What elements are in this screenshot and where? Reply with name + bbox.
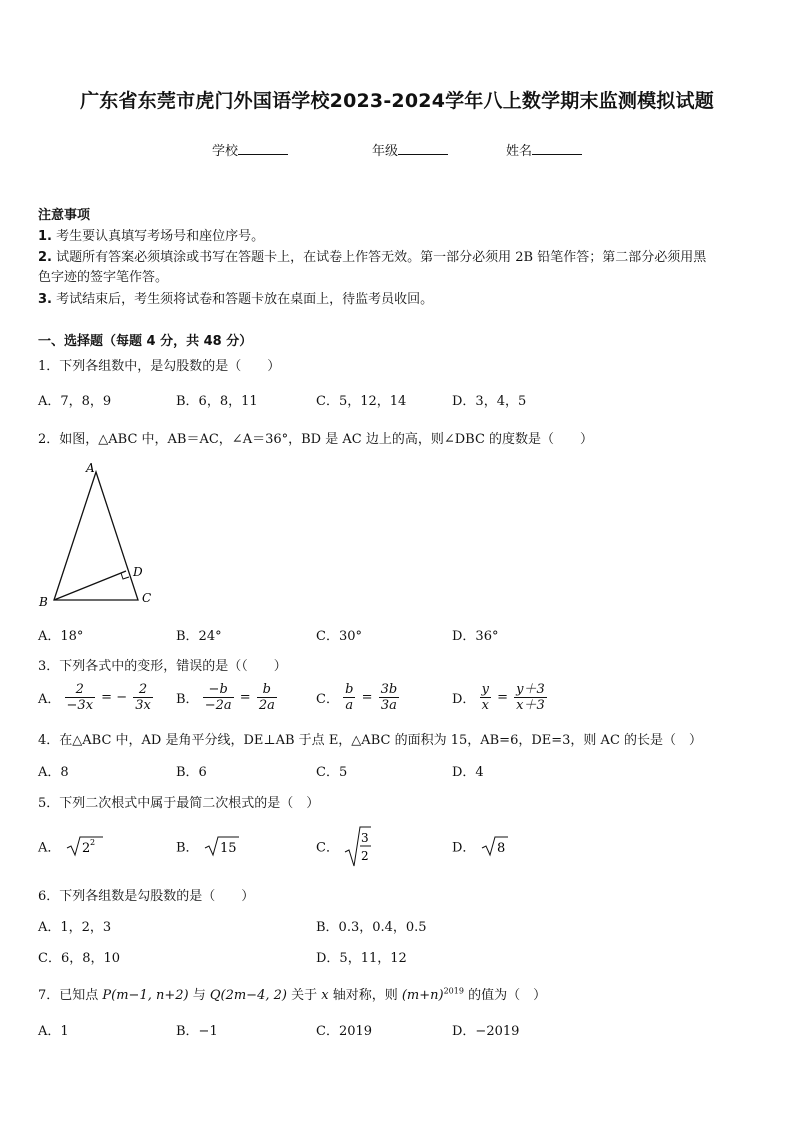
q4-option-c[interactable]: C．5 [316, 765, 348, 780]
radical-sign [203, 834, 241, 858]
q2-option-a[interactable]: A．18° [38, 629, 84, 644]
q6-option-a[interactable]: A．1，2，3 [38, 920, 112, 935]
vertex-label-d: D [133, 565, 143, 579]
svg-text:15: 15 [219, 841, 237, 856]
svg-text:2: 2 [81, 841, 90, 856]
q4-option-d[interactable]: D．4 [452, 765, 484, 780]
q7-option-c[interactable]: C．2019 [316, 1024, 373, 1039]
altitude-bd [54, 571, 126, 600]
question-1-stem: 1．下列各组数中，是勾股数的是（ ） [38, 359, 281, 374]
notice-item: 3. 考试结束后，考生须将试卷和答题卡放在桌面上，待监考员收回。 [38, 292, 434, 307]
svg-text:3: 3 [361, 831, 369, 845]
section-heading: 一、选择题（每题 4 分，共 48 分） [38, 334, 253, 349]
q2-option-b[interactable]: B．24° [176, 629, 222, 644]
exam-title: 广东省东莞市虎门外国语学校2023-2024学年八上数学期末监测模拟试题 [80, 90, 714, 112]
q3-option-a[interactable]: A． $\frac{2}{-3x}$ = − $\frac{2}{3x}$ [38, 682, 151, 713]
q1-option-a[interactable]: A．7，8，9 [38, 394, 112, 409]
question-3-stem: 3．下列各式中的变形，错误的是（（ ） [38, 659, 287, 674]
q4-option-a[interactable]: A．8 [38, 765, 69, 780]
svg-text:2: 2 [361, 849, 369, 863]
q7-option-d[interactable]: D．−2019 [452, 1024, 520, 1039]
svg-text:2: 2 [89, 838, 95, 847]
vertex-label-c: C [142, 591, 152, 605]
notice-heading: 注意事项 [38, 208, 91, 223]
triangle-figure [30, 456, 160, 616]
vertex-label-b: B [39, 595, 48, 609]
q5-option-a[interactable]: A． 2 2 [38, 834, 105, 858]
q3-option-b[interactable]: B． $\frac{-b}{-2a}$ = $\frac{b}{2a}$ [176, 682, 275, 713]
q4-option-b[interactable]: B．6 [176, 765, 207, 780]
svg-text:8: 8 [496, 841, 505, 856]
q5-option-b[interactable]: B． 15 [176, 834, 241, 858]
school-field[interactable]: 学校 [212, 140, 288, 159]
q3-option-d[interactable]: D． $\frac{y}{x}$ = $\frac{y+3}{x+3}$ [452, 682, 545, 713]
name-field[interactable]: 姓名 [506, 140, 582, 159]
q6-option-c[interactable]: C．6，8，10 [38, 951, 121, 966]
question-6-stem: 6．下列各组数是勾股数的是（ ） [38, 889, 255, 904]
q2-option-d[interactable]: D．36° [452, 629, 499, 644]
q1-option-d[interactable]: D．3，4，5 [452, 394, 527, 409]
grade-field[interactable]: 年级 [372, 140, 448, 159]
q2-option-c[interactable]: C．30° [316, 629, 362, 644]
triangle-abc [54, 472, 138, 600]
question-2-stem: 2．如图，△ABC 中，AB＝AC，∠A＝36°，BD 是 AC 边上的高，则∠DBC 的度数是（ ） [38, 432, 594, 447]
right-angle-mark [121, 573, 129, 579]
q7-option-b[interactable]: B．−1 [176, 1024, 218, 1039]
question-7-stem: 7．已知点 P(m−1, n+2) 与 Q(2m−4, 2) 关于 x 轴对称，则 $(m+n)^{2019}$ 的值为（ ） [38, 986, 547, 1003]
question-4-stem: 4．在△ABC 中，AD 是角平分线，DE⊥AB 于点 E，△ABC 的面积为 15，AB=6，DE=3，则 AC 的长是（ ） [38, 733, 703, 748]
q5-option-d[interactable]: D． 8 [452, 834, 510, 858]
radical-sign [65, 834, 105, 858]
notice-item: 1. 考生要认真填写考场号和座位序号。 [38, 229, 265, 244]
q1-option-c[interactable]: C．5，12，14 [316, 394, 407, 409]
q6-option-b[interactable]: B．0.3，0.4，0.5 [316, 920, 427, 935]
q1-option-b[interactable]: B．6，8，11 [176, 394, 258, 409]
q3-option-c[interactable]: C． $\frac{b}{a}$ = $\frac{3b}{3a}$ [316, 682, 398, 713]
radical-sign [343, 824, 373, 868]
notice-item: 2. 试题所有答案必须填涂或书写在答题卡上，在试卷上作答无效。第一部分必须用 2B 铅笔作答；第二部分必须用黑 [38, 250, 707, 265]
q5-option-c[interactable]: C． 3 2 [316, 824, 373, 868]
notice-item: 色字迹的签字笔作答。 [38, 270, 169, 285]
q7-option-a[interactable]: A．1 [38, 1024, 69, 1039]
question-5-stem: 5．下列二次根式中属于最简二次根式的是（ ） [38, 796, 320, 811]
radical-sign [480, 834, 510, 858]
q6-option-d[interactable]: D．5，11，12 [316, 951, 407, 966]
vertex-label-a: A [86, 461, 95, 475]
